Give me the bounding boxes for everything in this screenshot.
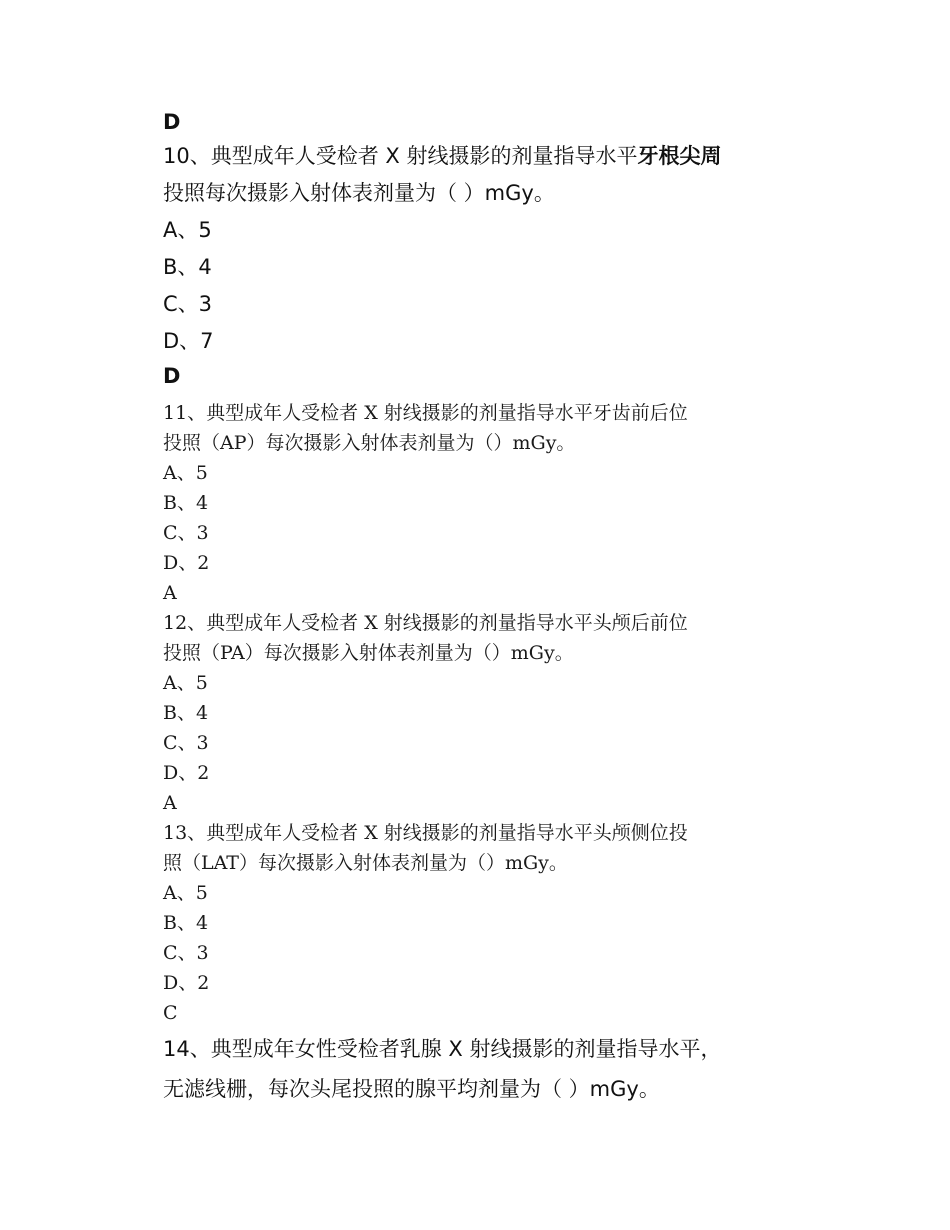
option-a: A、5 xyxy=(163,882,208,904)
question-13-line1: 13、典型成年人受检者 X 射线摄影的剂量指导水平头颅侧位投 xyxy=(163,822,688,844)
section-bottom xyxy=(163,1029,783,1109)
question-11 xyxy=(163,398,783,458)
answer-q10: D xyxy=(163,364,181,388)
question-13-line2: 照（LAT）每次摄影入射体表剂量为（）mGy。 xyxy=(163,852,568,874)
option-b: B、4 xyxy=(163,492,209,514)
question-11-line2: 投照（AP）每次摄影入射体表剂量为（）mGy。 xyxy=(163,432,576,454)
option-c: C、3 xyxy=(163,942,209,964)
answer-q12: A xyxy=(163,792,177,814)
question-10 xyxy=(163,138,783,212)
answer-q13: C xyxy=(163,1002,178,1024)
option-d: D、2 xyxy=(163,552,210,574)
question-14 xyxy=(163,1029,783,1109)
option-b: B、4 xyxy=(163,702,209,724)
answer-q9: D xyxy=(163,110,181,134)
question-14-line1: 14、典型成年女性受检者乳腺 X 射线摄影的剂量指导水平， xyxy=(163,1037,722,1061)
question-10-text: 10、典型成年人受检者 X 射线摄影的剂量指导水平 xyxy=(163,144,638,168)
option-c: C、3 xyxy=(163,292,213,316)
option-b: B、4 xyxy=(163,255,212,279)
section-top xyxy=(163,106,783,392)
question-10-line1 xyxy=(163,138,783,175)
question-14-line2: 无滤线栅，每次头尾投照的腺平均剂量为（ ）mGy。 xyxy=(163,1077,660,1101)
option-d: D、2 xyxy=(163,972,210,994)
option-b: B、4 xyxy=(163,912,209,934)
question-12-line2: 投照（PA）每次摄影入射体表剂量为（）mGy。 xyxy=(163,642,574,664)
question-13 xyxy=(163,818,783,878)
option-d: D、7 xyxy=(163,329,214,353)
option-a: A、5 xyxy=(163,462,208,484)
answer-q11: A xyxy=(163,582,177,604)
option-a: A、5 xyxy=(163,218,212,242)
option-a: A、5 xyxy=(163,672,208,694)
question-11-line1: 11、典型成年人受检者 X 射线摄影的剂量指导水平牙齿前后位 xyxy=(163,402,688,424)
document-content xyxy=(163,106,783,1109)
question-10-bold-text: 牙根尖周 xyxy=(637,144,722,168)
option-c: C、3 xyxy=(163,732,209,754)
question-10-line2: 投照每次摄影入射体表剂量为（ ）mGy。 xyxy=(163,181,555,205)
question-12 xyxy=(163,608,783,668)
option-c: C、3 xyxy=(163,522,209,544)
section-middle xyxy=(163,398,783,1028)
option-d: D、2 xyxy=(163,762,210,784)
question-12-line1: 12、典型成年人受检者 X 射线摄影的剂量指导水平头颅后前位 xyxy=(163,612,688,634)
